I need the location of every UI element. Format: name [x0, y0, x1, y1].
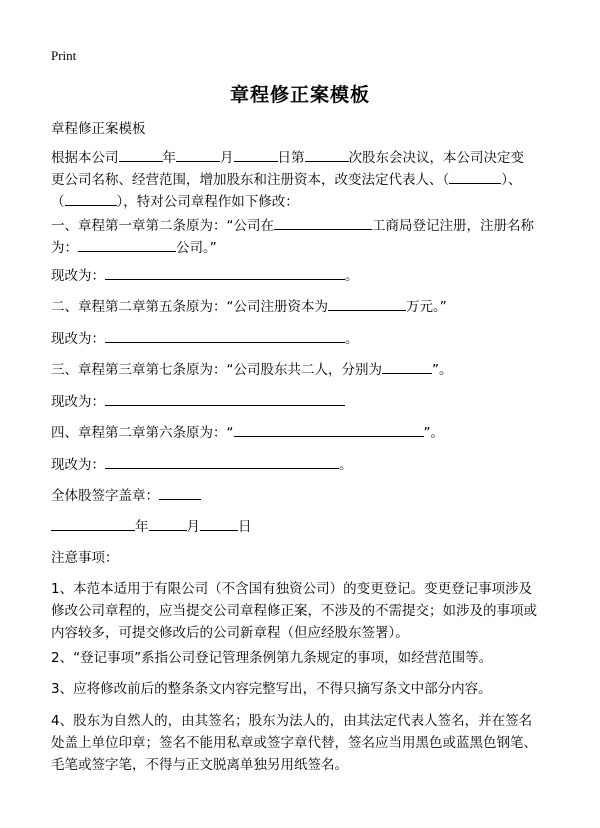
print-link[interactable]: Print: [51, 48, 77, 63]
note-item: 1、本范本适用于有限公司（不含国有独资公司）的变更登记。变更登记事项涉及 修改公司章程的，应当提交公司章程修正案，不涉及的不需提交；如涉及的事项或 内容较多，可提交修改后的公司新章程（但应经股东签署）。: [51, 581, 537, 641]
date-line: 年 月 日: [51, 516, 561, 538]
change-line-2: 现改为： 。: [51, 328, 561, 350]
signature-line: 全体股签字盖章：: [51, 485, 561, 507]
note-item: 2、“登记事项”系指公司登记管理条例第九条规定的事项，如经营范围等。: [51, 650, 493, 666]
note-item: 4、股东为自然人的，由其签名；股东为法人的，由其法定代表人签名，并在签名 处盖上单位印章；签名不能用私章或签字章代替，签名应当用黑色或蓝黑色钢笔、 毛笔或签字笔，不得与正文脱离单独另用纸签名。: [51, 713, 537, 773]
notes-title: 注意事项：: [51, 550, 119, 566]
page-title: 章程修正案模板: [229, 84, 370, 106]
note-item: 3、应将修改前后的整条条文内容完整写出，不得只摘写条文中部分内容。: [51, 681, 492, 697]
amendment-item-4: 四、章程第二章第六条原为：“ ”。: [51, 422, 561, 444]
change-line-3: 现改为：: [51, 391, 561, 413]
document-subtitle: 章程修正案模板: [51, 121, 146, 137]
amendment-item-1: 一、章程第一章第二条原为：“公司在 工商局登记注册，注册名称 为： 公司。”: [51, 215, 561, 259]
amendment-item-3: 三、章程第三章第七条原为：“公司股东共二人，分别为 ”。: [51, 359, 561, 381]
change-line-4: 现改为： 。: [51, 454, 561, 476]
intro-paragraph: 根据本公司 年 月 日第 次股东会决议，本公司决定变 更公司名称、经营范围，增加股东和注册资本，改变法定代表人、（ ）、 （ ），特对公司章程作如下修改：: [51, 147, 561, 213]
change-line-1: 现改为： 。: [51, 265, 561, 287]
amendment-item-2: 二、章程第二章第五条原为：“公司注册资本为 万元。”: [51, 296, 561, 318]
